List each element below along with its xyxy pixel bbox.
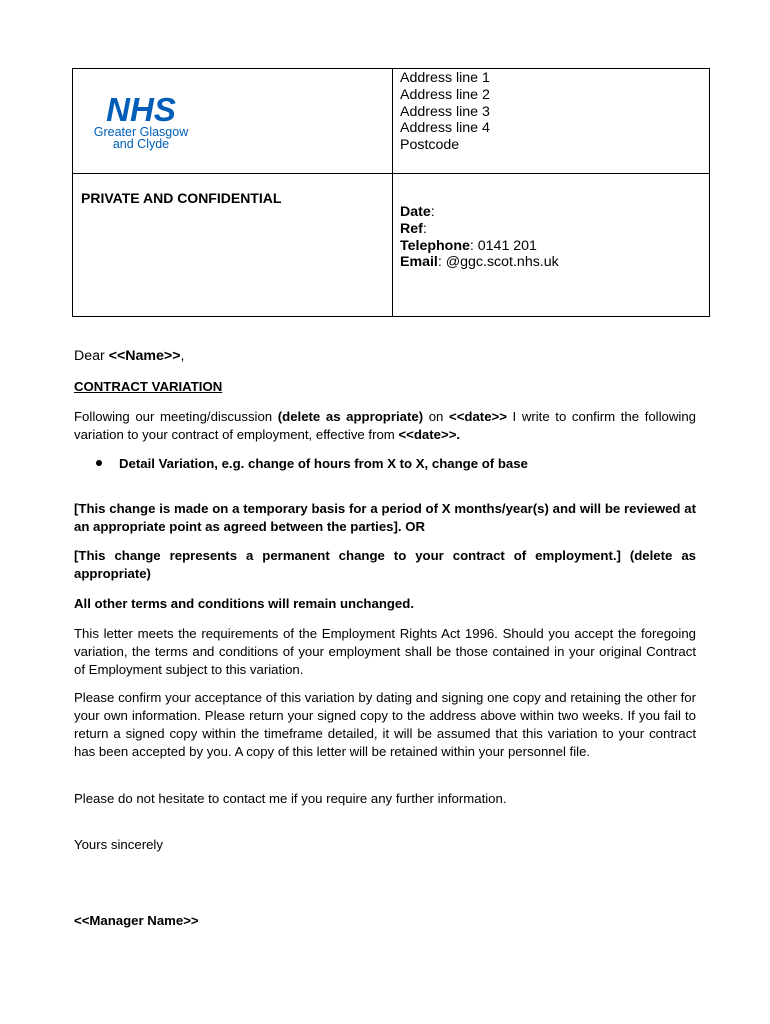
ref-label: Ref — [400, 220, 423, 237]
paragraph-contact-me: Please do not hesitate to contact me if you require any further information. — [74, 791, 507, 806]
ref-line — [400, 221, 559, 238]
email-value: : @ggc.scot.nhs.uk — [437, 254, 559, 271]
table-divider-vertical — [392, 69, 393, 316]
bullet-text: Detail Variation, e.g. change of hours from X to X, change of base — [119, 456, 528, 471]
table-divider-horizontal — [73, 173, 709, 174]
letterhead-table — [72, 68, 710, 317]
address-postcode: Postcode — [400, 137, 460, 154]
telephone-label: Telephone — [400, 237, 470, 254]
date-label: Date — [400, 204, 431, 220]
nhs-logo-line2: and Clyde — [112, 137, 170, 151]
p1-date-placeholder: <<date>> — [449, 409, 507, 424]
p1-text-c: on — [423, 409, 450, 424]
email-line — [400, 254, 559, 271]
p1-effective-date-placeholder: <<date>>. — [398, 427, 461, 442]
salutation-dear: Dear — [74, 348, 109, 364]
variation-bullet — [96, 456, 528, 471]
nhs-logo — [79, 85, 201, 155]
telephone-value: : 0141 201 — [469, 237, 537, 254]
closing: Yours sincerely — [74, 837, 163, 852]
address-line-1: Address line 1 — [400, 70, 490, 86]
paragraph-confirm-acceptance: Please confirm your acceptance of this variation by dating and signing one copy and retaining the other for your own information. Please return your signed copy to the address above within two weeks. If you fail to return a signed copy within the timeframe detailed, it will be assumed that this variation to your contract has been accepted by you. A copy of this letter will be retained within your personnel file. — [74, 690, 696, 759]
private-confidential-label: PRIVATE AND CONFIDENTIAL — [81, 190, 282, 206]
address-line-2: Address line 2 — [400, 86, 490, 103]
nhs-logo-line1: Greater Glasgow — [93, 125, 189, 139]
email-label: Email — [400, 254, 438, 271]
paragraph-temporary-change: [This change is made on a temporary basis for a period of X months/year(s) and will be reviewed at an appropriate point as agreed between the parties]. OR — [74, 501, 696, 534]
salutation-name: <<Name>> — [108, 348, 181, 364]
paragraph-permanent-change: [This change represents a permanent change to your contract of employment.] (delete as appropriate) — [74, 548, 696, 581]
manager-name: <<Manager Name>> — [74, 913, 199, 928]
p1-delete-note: (delete as appropriate) — [277, 409, 424, 424]
address-line-3: Address line 3 — [400, 103, 490, 120]
letter-heading: CONTRACT VARIATION — [74, 379, 223, 394]
contact-details — [400, 204, 559, 271]
nhs-logo-brand: NHS — [106, 91, 176, 128]
p1-text-e: I write to confirm the following variation to your contract of employment, effective from — [74, 409, 697, 442]
paragraph-variation-intro — [74, 408, 696, 444]
bullet-dot-icon — [96, 460, 102, 466]
paragraph-employment-rights: This letter meets the requirements of the Employment Rights Act 1996. Should you accept the foregoing variation, the terms and conditions of your employment shall be those contained in your original Contract of Employment subject to this variation. — [74, 626, 696, 677]
salutation — [74, 347, 696, 365]
paragraph-terms-unchanged: All other terms and conditions will remain unchanged. — [74, 596, 414, 611]
p1-text-a: Following our meeting/discussion — [74, 409, 278, 424]
ref-value: : — [422, 220, 427, 237]
date-value: : — [430, 204, 435, 220]
telephone-line — [400, 238, 559, 255]
recipient-address — [400, 70, 490, 154]
date-line — [400, 204, 559, 221]
salutation-comma: , — [180, 348, 185, 364]
address-line-4: Address line 4 — [400, 120, 490, 137]
